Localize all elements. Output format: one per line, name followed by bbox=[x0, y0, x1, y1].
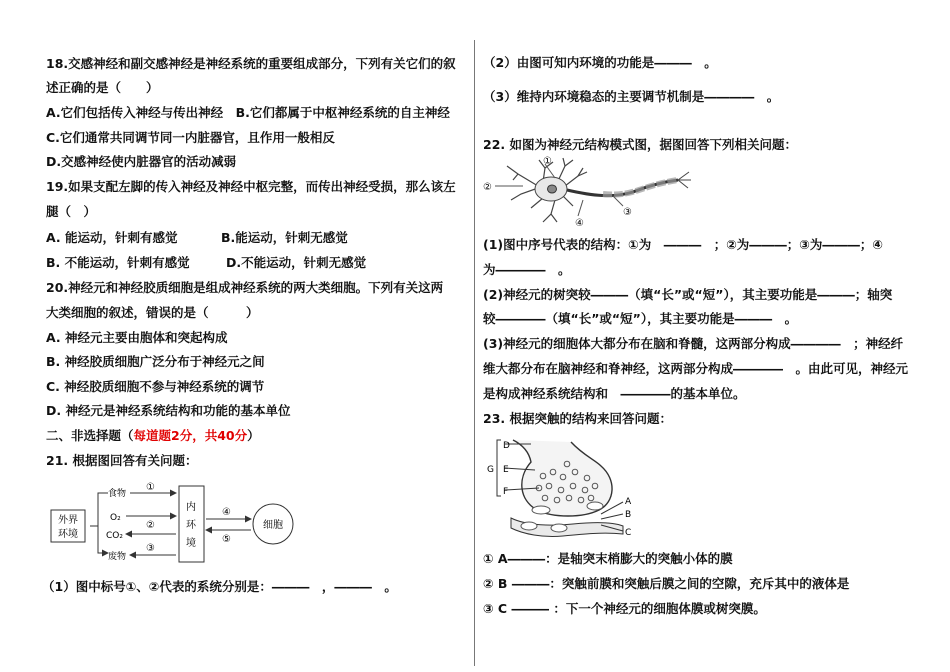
q20-option-c: C. 神经胶质细胞不参与神经系统的调节 bbox=[46, 379, 265, 394]
section-title bbox=[46, 427, 260, 445]
pointer-4 bbox=[578, 200, 583, 216]
q20-stem-line1: 20.神经元和神经胶质细胞是组成神经系统的两大类细胞。下列有关这两 bbox=[46, 280, 444, 295]
nucleus bbox=[548, 185, 557, 193]
label-co2: CO₂ bbox=[106, 531, 123, 541]
syn-label-a: A bbox=[625, 497, 632, 507]
q19-option-b: B.能运动，针刺无感觉 bbox=[221, 230, 348, 245]
q22-sub3-line3: 是构成神经系统结构和 ――――的基本单位。 bbox=[483, 386, 746, 401]
internal-env-label-2: 环 bbox=[186, 520, 196, 531]
q22-sub3-line2: 维大都分布在脑神经和脊神经，这两部分构成―――― 。由此可见，神经元 bbox=[483, 361, 909, 376]
label-waste: 废物 bbox=[108, 552, 127, 562]
q18-option-c: C.它们通常共同调节同一内脏器官，且作用一般相反 bbox=[46, 130, 335, 145]
q19-option-c: B. 不能运动，针刺有感觉 bbox=[46, 255, 190, 270]
neuron-label-1: ① bbox=[543, 156, 552, 167]
q21-sub1: （1）图中标号①、②代表的系统分别是：――― ，――― 。 bbox=[42, 579, 397, 594]
synapse-diagram bbox=[483, 430, 643, 542]
syn-label-g: G bbox=[487, 465, 494, 475]
pointer-3 bbox=[613, 196, 623, 206]
q22-title: 22. 如图为神经元结构模式图，据图回答下列相关问题： bbox=[483, 137, 797, 152]
q21-diagram bbox=[46, 478, 346, 568]
num-5: ⑤ bbox=[222, 534, 231, 545]
q18-stem-line2: 述正确的是（ ） bbox=[46, 80, 159, 95]
mitochondrion-4 bbox=[551, 524, 567, 532]
mitochondrion-3 bbox=[521, 522, 537, 530]
q21-title: 21. 根据图回答有关问题： bbox=[46, 453, 198, 468]
q19-stem-line2: 腿（ ） bbox=[46, 204, 97, 219]
mitochondrion-2 bbox=[587, 502, 603, 510]
q19-option-a: A. 能运动，针刺有感觉 bbox=[46, 230, 178, 245]
internal-env-label-3: 境 bbox=[186, 538, 196, 549]
section-title-text: 二、非选择题（ bbox=[46, 428, 134, 443]
syn-label-f: F bbox=[503, 487, 509, 497]
syn-label-d: D bbox=[503, 441, 510, 451]
mitochondrion-1 bbox=[532, 506, 550, 514]
num-1: ① bbox=[146, 482, 155, 493]
q20-option-b: B. 神经胶质细胞广泛分布于神经元之间 bbox=[46, 354, 265, 369]
q22-sub3-line1: (3)神经元的细胞体大都分布在脑和脊髓，这两部分构成―――― ；神经纤 bbox=[483, 336, 904, 351]
external-env-label-2: 环境 bbox=[58, 529, 78, 540]
column-divider bbox=[474, 40, 475, 666]
q22-sub2-line1: (2)神经元的树突较―――（填“长”或“短”），其主要功能是―――；轴突 bbox=[483, 287, 893, 302]
pointer-b bbox=[601, 514, 623, 519]
num-4: ④ bbox=[222, 507, 231, 518]
q20-option-d: D. 神经元是神经系统结构和功能的基本单位 bbox=[46, 403, 291, 418]
axon-terminals bbox=[678, 172, 691, 188]
num-3: ③ bbox=[146, 543, 155, 554]
cell-label: 细胞 bbox=[263, 520, 283, 531]
q20-stem-line2: 大类细胞的叙述，错误的是（ ） bbox=[46, 305, 259, 320]
label-food: 食物 bbox=[108, 489, 127, 499]
q19-stem-line1: 19.如果支配左脚的传入神经及神经中枢完整，而传出神经受损，那么该左 bbox=[46, 179, 456, 194]
syn-label-c: C bbox=[625, 528, 632, 538]
q18-option-d: D.交感神经使内脏器官的活动减弱 bbox=[46, 154, 237, 169]
q21-sub2: （2）由图可知内环境的功能是――― 。 bbox=[483, 55, 717, 70]
neuron-label-3: ③ bbox=[623, 207, 632, 218]
syn-label-b: B bbox=[625, 510, 632, 520]
q22-sub1-line1: (1)图中序号代表的结构：①为 ――― ；②为―――；③为―――；④ bbox=[483, 237, 883, 252]
q19-option-d: D.不能运动，针刺无感觉 bbox=[226, 255, 367, 270]
q23-title: 23. 根据突触的结构来回答问题： bbox=[483, 411, 672, 426]
neuron-diagram bbox=[483, 156, 703, 231]
neuron-label-2: ② bbox=[483, 182, 492, 193]
syn-label-e: E bbox=[503, 465, 509, 475]
external-env-label-1: 外界 bbox=[58, 515, 78, 526]
q20-option-a: A. 神经元主要由胞体和突起构成 bbox=[46, 330, 228, 345]
q22-sub1-line2: 为―――― 。 bbox=[483, 262, 571, 277]
q23-answer-b: ② B ―――：突触前膜和突触后膜之间的空隙，充斥其中的液体是 bbox=[483, 576, 887, 591]
q23-answer-a: ① A―――：是轴突末梢膨大的突触小体的膜 bbox=[483, 551, 733, 566]
bracket-g bbox=[497, 440, 501, 496]
q22-sub2-line2: 较――――（填“长”或“短”），其主要功能是――― 。 bbox=[483, 311, 798, 326]
q23-answer-c: ③ C ――― ：下一个神经元的细胞体膜或树突膜。 bbox=[483, 601, 766, 616]
bracket-upper bbox=[90, 493, 108, 526]
internal-env-label-1: 内 bbox=[186, 502, 196, 513]
num-2: ② bbox=[146, 520, 155, 531]
q18-options-ab: A.它们包括传入神经与传出神经 B.它们都属于中枢神经系统的自主神经 bbox=[46, 105, 450, 120]
label-o2: O₂ bbox=[110, 513, 121, 523]
neuron-label-4: ④ bbox=[575, 218, 584, 229]
section-score: 每道题2分，共40分 bbox=[133, 428, 248, 443]
section-title-close: ） bbox=[247, 428, 260, 443]
q18-stem-line1: 18.交感神经和副交感神经是神经系统的重要组成部分，下列有关它们的叙 bbox=[46, 56, 456, 71]
q21-sub3: （3）维持内环境稳态的主要调节机制是―――― 。 bbox=[483, 89, 780, 104]
